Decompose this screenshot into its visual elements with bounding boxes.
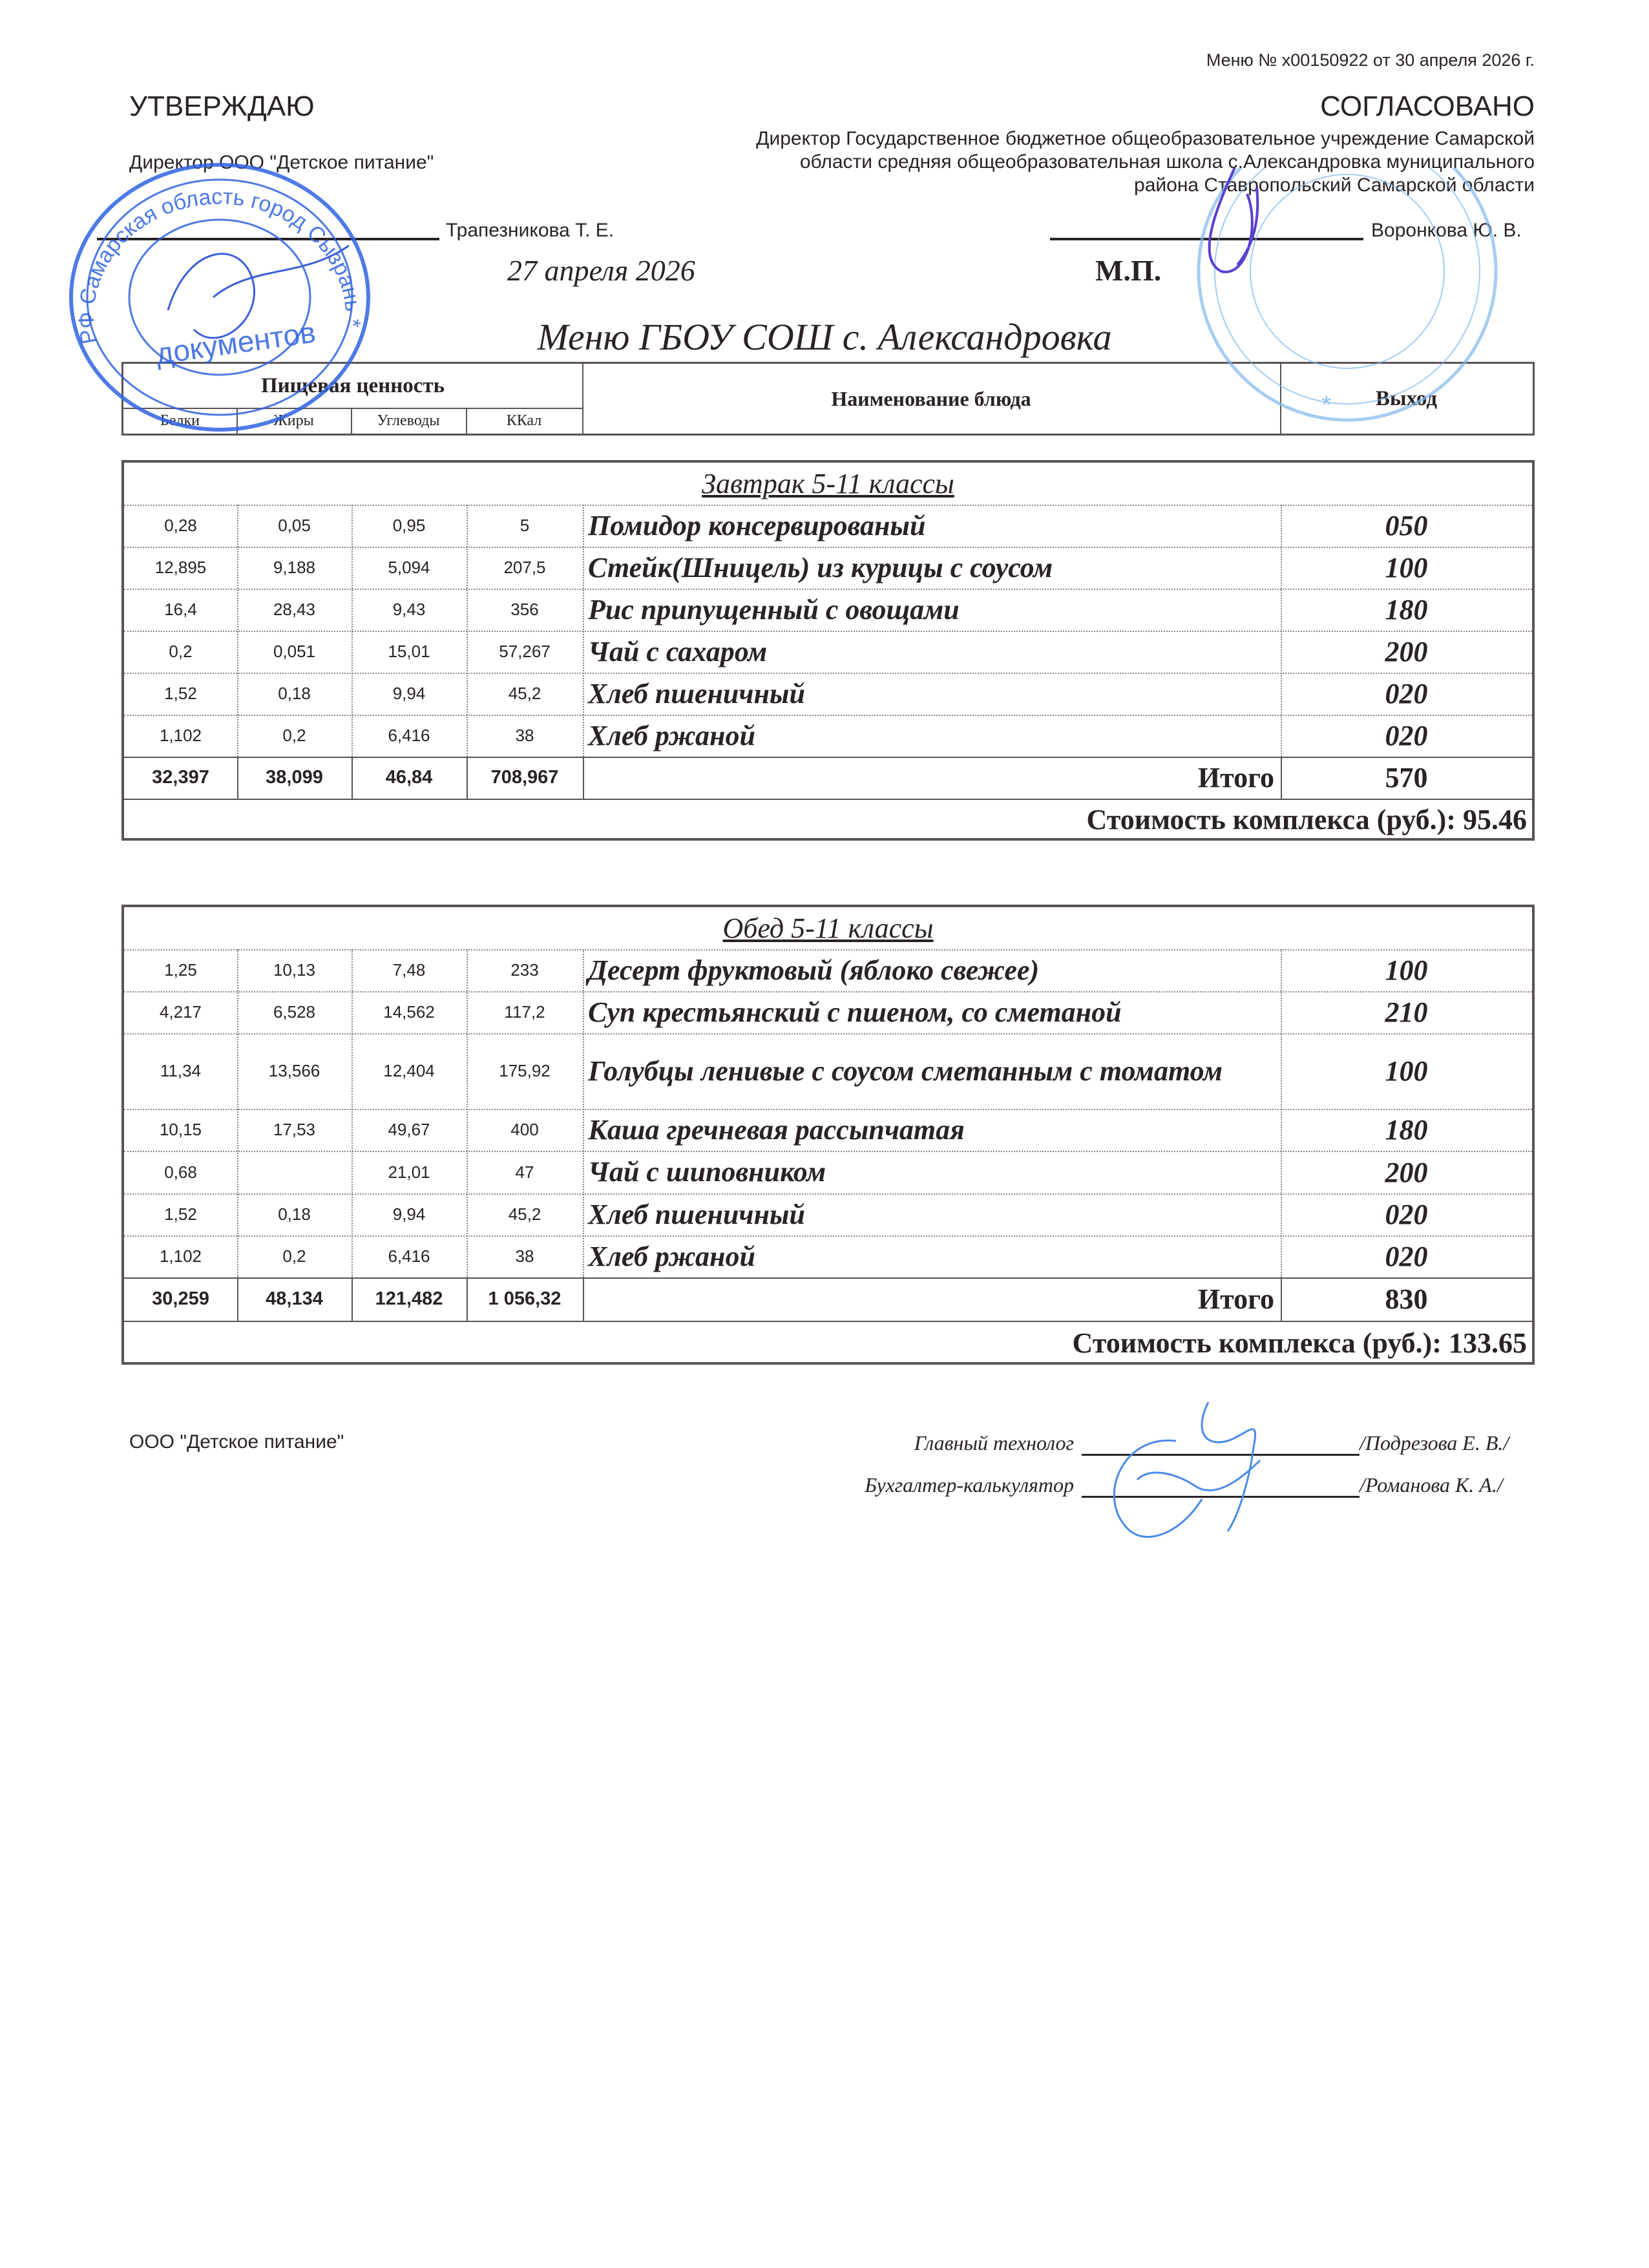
nutrient-proteins-cell: 4,217: [159, 1002, 202, 1022]
total-column-divider: [467, 757, 468, 799]
section-title: Завтрак 5-11 классы: [702, 468, 954, 499]
column-divider: [352, 505, 353, 757]
nutrient-carbs-cell: 14,562: [383, 1002, 435, 1022]
nutrient-fats-cell: 0,05: [278, 516, 311, 535]
total-column-divider: [352, 757, 353, 799]
nutrient-carbs-cell: 12,404: [383, 1061, 435, 1080]
lunch-table: [121, 905, 1535, 1365]
dish-yield-cell: 020: [1385, 1241, 1428, 1272]
total-carbs-cell: 46,84: [385, 767, 433, 788]
dish-name-cell: Помидор консервированый: [588, 509, 926, 541]
nutrient-fats-cell: 13,566: [268, 1061, 320, 1080]
nutrient-fats-cell: 6,528: [273, 1002, 316, 1022]
total-fats-cell: 38,099: [266, 767, 323, 788]
dish-name-cell: Стейк(Шницель) из курицы с соусом: [588, 551, 1053, 583]
dish-yield-cell: 210: [1385, 996, 1428, 1028]
right-signer-name: Воронкова Ю. В.: [1371, 220, 1522, 241]
nutrient-fats-cell: 28,43: [273, 600, 316, 619]
dish-yield-cell: 100: [1385, 1055, 1428, 1087]
chief-technologist-signature-line: [1082, 1454, 1360, 1456]
dish-yield-cell: 020: [1385, 678, 1428, 709]
total-label: Итого: [1197, 1283, 1274, 1315]
accountant-signature-line: [1082, 1496, 1360, 1498]
dish-name-cell: Чай с шиповником: [588, 1156, 826, 1188]
dish-name-cell: Хлеб ржаной: [588, 719, 755, 751]
dish-yield-cell: 200: [1385, 1156, 1428, 1188]
complex-cost: Стоимость комплекса (руб.): 95.46: [1086, 803, 1527, 835]
nutrient-carbs-cell: 5,094: [388, 558, 430, 577]
nutrient-proteins-cell: 1,25: [164, 960, 197, 980]
dish-name-header: Наименование блюда: [831, 386, 1031, 410]
page-title: Меню ГБОУ СОШ с. Александровка: [537, 316, 1112, 358]
svg-text:документов: документов: [153, 315, 318, 371]
nutrient-carbs-cell: 7,48: [392, 960, 426, 980]
dish-yield-cell: 020: [1385, 1199, 1428, 1230]
dish-name-cell: Хлеб ржаной: [588, 1240, 755, 1272]
proteins-header: Белки: [160, 412, 200, 429]
column-divider: [583, 949, 584, 1277]
right-signature-line: [1050, 238, 1363, 240]
column-divider: [467, 949, 468, 1277]
right-director-line-1: Директор Государственное бюджетное общеобразовательное учреждение Самарской: [756, 128, 1535, 149]
menu-number: Меню № х00150922 от 30 апреля 2026 г.: [1206, 50, 1535, 70]
nutrient-proteins-cell: 10,15: [159, 1120, 202, 1139]
nutrient-kcal-cell: 57,267: [499, 642, 551, 661]
nutrient-proteins-cell: 1,102: [159, 726, 202, 745]
total-fats-cell: 48,134: [266, 1288, 323, 1309]
nutrient-carbs-cell: 9,94: [392, 1204, 426, 1224]
column-divider: [237, 505, 238, 757]
nutrient-kcal-cell: 45,2: [508, 1204, 541, 1224]
nutrient-carbs-cell: 6,416: [388, 1246, 430, 1266]
nutrient-carbs-cell: 49,67: [388, 1120, 430, 1139]
stamp-place-label: М.П.: [1095, 254, 1162, 287]
accountant-label: Бухгалтер-калькулятор: [865, 1473, 1074, 1496]
left-director-title: Директор ООО "Детское питание": [129, 152, 434, 173]
column-divider: [583, 505, 584, 757]
nutrient-proteins-cell: 0,2: [169, 642, 193, 661]
left-signature-line: [97, 238, 439, 240]
nutrient-carbs-cell: 21,01: [388, 1162, 430, 1182]
total-column-divider: [1281, 1277, 1282, 1321]
nutrient-kcal-cell: 233: [510, 960, 539, 980]
dish-yield-cell: 020: [1385, 720, 1428, 751]
total-proteins-cell: 30,259: [152, 1288, 209, 1309]
section-title: Обед 5-11 классы: [722, 912, 934, 944]
nutrient-proteins-cell: 1,52: [164, 1204, 197, 1224]
total-column-divider: [352, 1277, 353, 1321]
nutrient-kcal-cell: 38: [515, 1246, 534, 1266]
total-yield-cell: 570: [1385, 762, 1428, 793]
nutrient-kcal-cell: 5: [520, 516, 530, 535]
nutrition-header: Пищевая ценность: [260, 373, 445, 397]
total-yield-cell: 830: [1385, 1283, 1428, 1315]
nutrient-carbs-cell: 9,94: [392, 684, 426, 703]
dish-name-cell: Хлеб пшеничный: [588, 1198, 805, 1230]
dish-name-cell: Хлеб пшеничный: [588, 677, 805, 709]
column-divider: [1281, 505, 1282, 757]
left-signer-name: Трапезникова Т. Е.: [446, 220, 614, 241]
right-director-line-2: области средняя общеобразовательная школа с.Александровка муниципального: [799, 151, 1535, 173]
nutrient-fats-cell: 0,18: [278, 684, 311, 703]
complex-cost: Стоимость комплекса (руб.): 133.65: [1072, 1327, 1527, 1359]
agreed-heading: СОГЛАСОВАНО: [1320, 90, 1535, 122]
accountant-name: /Романова К. А./: [1360, 1473, 1503, 1496]
approval-date: 27 апреля 2026: [507, 254, 695, 287]
column-header-table: [121, 362, 1535, 436]
column-divider: [1281, 949, 1282, 1277]
column-divider: [467, 505, 468, 757]
dish-yield-cell: 180: [1385, 594, 1428, 625]
carbs-header: Углеводы: [377, 412, 440, 429]
total-kcal-cell: 708,967: [490, 767, 559, 788]
dish-name-cell: Рис припущенный с овощами: [588, 593, 960, 625]
svg-text:*: *: [1321, 391, 1332, 419]
column-divider: [237, 949, 238, 1277]
nutrient-fats-cell: [237, 1151, 352, 1193]
total-kcal-cell: 1 056,32: [488, 1288, 562, 1309]
total-column-divider: [237, 1277, 238, 1321]
nutrient-carbs-cell: 9,43: [392, 600, 426, 619]
total-label: Итого: [1197, 762, 1274, 793]
total-column-divider: [583, 1277, 584, 1321]
nutrient-proteins-cell: 16,4: [164, 600, 197, 619]
nutrient-proteins-cell: 1,52: [164, 684, 197, 703]
nutrient-fats-cell: 9,188: [273, 558, 316, 577]
dish-name-cell: Голубцы ленивые с соусом сметанным с томатом: [588, 1055, 1223, 1087]
nutrient-carbs-cell: 0,95: [392, 516, 426, 535]
dish-name-cell: Чай с сахаром: [588, 635, 768, 667]
nutrient-kcal-cell: 47: [515, 1162, 534, 1182]
kcal-header: ККал: [506, 412, 542, 429]
nutrient-fats-cell: 17,53: [273, 1120, 316, 1139]
total-column-divider: [467, 1277, 468, 1321]
nutrient-kcal-cell: 400: [510, 1120, 539, 1139]
dish-name-cell: Суп крестьянский с пшеном, со сметаной: [588, 996, 1122, 1028]
footer-organization: ООО "Детское питание": [129, 1431, 344, 1453]
nutrient-fats-cell: 10,13: [273, 960, 316, 980]
right-director-line-3: района Ставропольский Самарской области: [1134, 174, 1535, 196]
dish-yield-cell: 100: [1385, 552, 1428, 583]
nutrient-proteins-cell: 0,68: [164, 1162, 197, 1182]
chief-technologist-label: Главный технолог: [914, 1431, 1074, 1454]
total-column-divider: [1281, 757, 1282, 799]
dish-yield-cell: 180: [1385, 1114, 1428, 1146]
total-column-divider: [237, 757, 238, 799]
nutrient-carbs-cell: 15,01: [388, 642, 430, 661]
nutrient-kcal-cell: 207,5: [503, 558, 546, 577]
nutrient-fats-cell: 0,051: [273, 642, 316, 661]
dish-yield-cell: 050: [1385, 510, 1428, 541]
nutrient-kcal-cell: 38: [515, 726, 534, 745]
yield-header: Выход: [1375, 386, 1438, 410]
dish-name-cell: Каша гречневая рассыпчатая: [588, 1113, 965, 1146]
nutrient-proteins-cell: 11,34: [160, 1061, 202, 1080]
nutrient-kcal-cell: 175,92: [499, 1061, 551, 1080]
chief-technologist-name: /Подрезова Е. В./: [1360, 1431, 1509, 1454]
fats-header: Жиры: [273, 412, 314, 429]
column-divider: [352, 949, 353, 1277]
nutrient-proteins-cell: 0,28: [164, 516, 197, 535]
nutrient-fats-cell: 0,2: [282, 726, 306, 745]
approve-heading: УТВЕРЖДАЮ: [129, 90, 315, 122]
footer-signatures-icon: [1098, 1402, 1318, 1551]
total-column-divider: [583, 757, 584, 799]
nutrient-kcal-cell: 45,2: [508, 684, 541, 703]
nutrient-kcal-cell: 117,2: [504, 1002, 545, 1022]
dish-yield-cell: 100: [1385, 954, 1428, 986]
dish-yield-cell: 200: [1385, 636, 1428, 667]
nutrient-fats-cell: 0,2: [282, 1246, 306, 1266]
nutrient-kcal-cell: 356: [510, 600, 539, 619]
breakfast-table: [121, 460, 1535, 841]
nutrient-carbs-cell: 6,416: [388, 726, 430, 745]
nutrient-fats-cell: 0,18: [278, 1204, 311, 1224]
nutrient-proteins-cell: 12,895: [154, 558, 207, 577]
nutrient-proteins-cell: 1,102: [159, 1246, 202, 1266]
total-carbs-cell: 121,482: [375, 1288, 443, 1309]
svg-text:РФ Самарская область город Сыз: РФ Самарская область город Сызрань *: [74, 184, 366, 346]
dish-name-cell: Десерт фруктовый (яблоко свежее): [588, 954, 1040, 986]
total-proteins-cell: 32,397: [152, 767, 209, 788]
